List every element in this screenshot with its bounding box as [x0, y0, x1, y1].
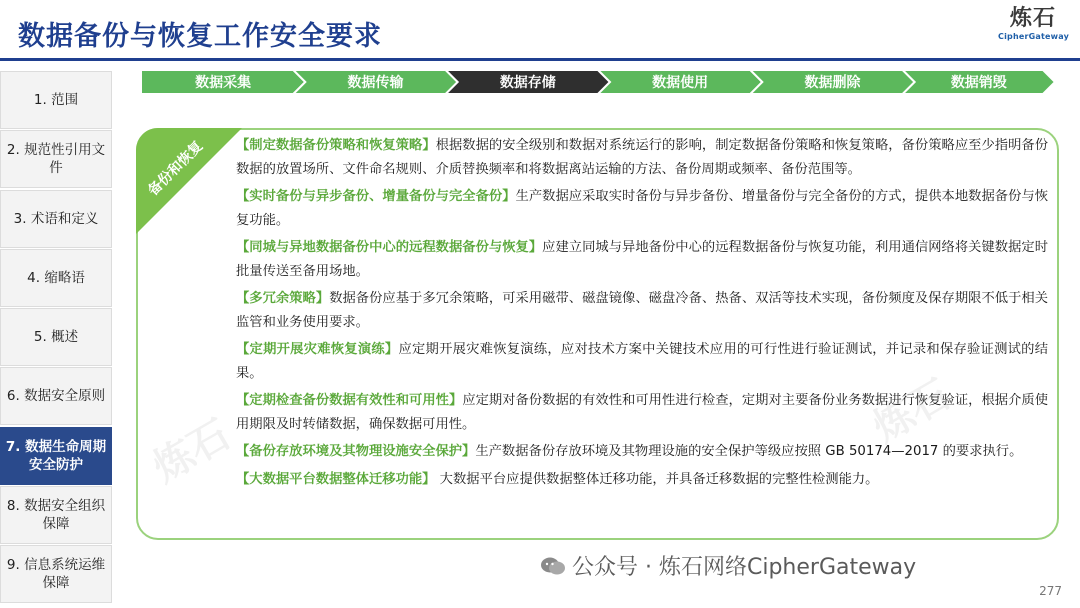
stage-delete[interactable]: 数据删除: [804, 75, 861, 91]
logo-cn-text: 炼石: [1009, 6, 1056, 31]
watermark-text: 公众号 · 炼石网络CipherGateway: [572, 555, 917, 580]
title-underline: [0, 58, 1080, 61]
sidebar-item-abbreviations[interactable]: 4. 缩略语: [0, 249, 112, 307]
requirement-text: 大数据平台应提供数据整体迁移功能，并具备迁移数据的完整性检测能力。: [435, 471, 879, 487]
wechat-icon: [540, 556, 566, 576]
requirement-title: 【备份存放环境及其物理设施安全保护】: [236, 444, 476, 459]
requirement-item: [236, 287, 1048, 334]
stage-transfer[interactable]: 数据传输: [347, 75, 404, 91]
sidebar-item-principles[interactable]: 6. 数据安全原则: [0, 367, 112, 425]
sidebar-item-terms[interactable]: 3. 术语和定义: [0, 190, 112, 248]
stage-destroy[interactable]: 数据销毁: [950, 75, 1007, 91]
requirement-text: 根据数据的安全级别和数据对系统运行的影响，制定数据备份策略和恢复策略，备份策略应至少指明备份数据的放置场所、文件命名规则、介质替换频率和将数据离站运输的方法、备份周期或频率、备份范围等。: [236, 138, 1049, 177]
requirement-text: 应定期对备份数据的有效性和可用性进行检查，定期对主要备份业务数据进行恢复验证，根据介质使用期限及时转储数据，确保数据可用性。: [236, 393, 1049, 432]
requirement-text: 应定期开展灾难恢复演练，应对技术方案中关键技术应用的可行性进行验证测试，并记录和保存验证测试的结果。: [236, 342, 1049, 381]
requirement-title: 【制定数据备份策略和恢复策略】: [236, 138, 436, 153]
requirement-title: 【大数据平台数据整体迁移功能】: [236, 471, 436, 487]
sidebar-nav: [0, 71, 112, 605]
stage-collect[interactable]: 数据采集: [195, 75, 252, 91]
requirement-item: [236, 440, 1048, 464]
requirement-title: 【同城与异地数据备份中心的远程数据备份与恢复】: [236, 240, 543, 255]
requirement-text: 生产数据备份存放环境及其物理设施的安全保护等级应按照 GB 50174—2017 的要求执行。: [475, 444, 1023, 459]
sidebar-item-scope[interactable]: 1. 范围: [0, 71, 112, 129]
sidebar-item-operations[interactable]: 9. 信息系统运维保障: [0, 545, 112, 603]
requirement-title: 【定期检查备份数据有效性和可用性】: [236, 393, 463, 408]
sidebar-item-overview[interactable]: 5. 概述: [0, 308, 112, 366]
requirement-title: 【定期开展灾难恢复演练】: [236, 342, 399, 357]
background-watermark-logo: 炼石: [145, 411, 238, 492]
page-number: 277: [1039, 584, 1062, 598]
panel-corner-ribbon: [136, 128, 246, 238]
lifecycle-stage-bar: [141, 70, 1055, 94]
requirement-item: [236, 134, 1048, 181]
corner-label: 备份和恢复: [145, 138, 207, 200]
sidebar-item-normative-references[interactable]: 2. 规范性引用文件: [0, 130, 112, 188]
requirement-title: 【实时备份与异步备份、增量备份与完全备份】: [236, 189, 516, 204]
wechat-watermark: [540, 550, 916, 581]
requirement-text: 应建立同城与异地备份中心的远程数据备份与恢复功能，利用通信网络将关键数据定时批量传送至备用场地。: [236, 240, 1049, 279]
requirement-text: 生产数据应采取实时备份与异步备份、增量备份与完全备份的方式，提供本地数据备份与恢复功能。: [236, 189, 1048, 228]
logo-en-text: CipherGateway: [998, 32, 1069, 41]
sidebar-item-lifecycle[interactable]: 7. 数据生命周期安全防护: [0, 427, 112, 485]
company-logo: [998, 6, 1068, 41]
requirement-item: [236, 468, 1048, 492]
requirement-item: [236, 338, 1048, 385]
page-title: 数据备份与恢复工作安全要求: [18, 21, 382, 52]
background-watermark-logo: 炼石: [865, 371, 958, 452]
stage-storage[interactable]: 数据存储: [499, 75, 556, 91]
requirements-list: [236, 134, 1048, 495]
requirement-item: [236, 236, 1048, 283]
requirement-item: [236, 389, 1048, 436]
sidebar-item-organization[interactable]: 8. 数据安全组织保障: [0, 486, 112, 544]
stage-use[interactable]: 数据使用: [652, 75, 709, 91]
requirement-item: [236, 185, 1048, 232]
requirement-title: 【多冗余策略】: [236, 291, 330, 306]
requirement-text: 数据备份应基于多冗余策略，可采用磁带、磁盘镜像、磁盘冷备、热备、双活等技术实现，备份频度及保存期限不低于相关监管和业务使用要求。: [236, 291, 1049, 330]
